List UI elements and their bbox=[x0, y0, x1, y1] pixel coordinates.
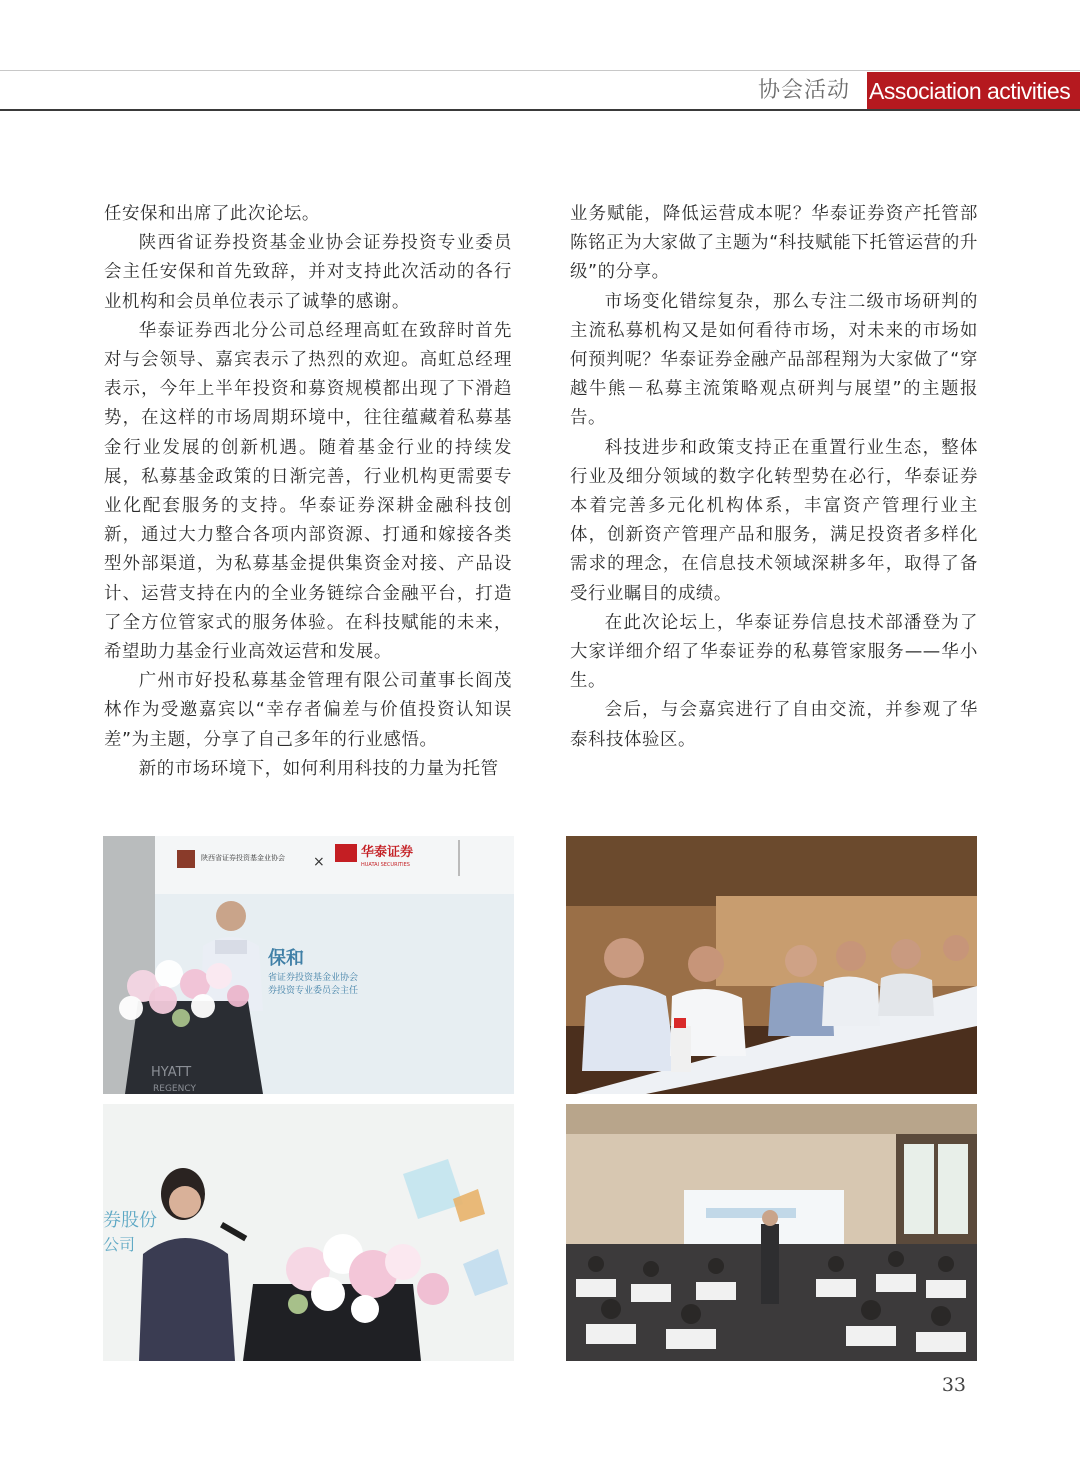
photo-speaker-man-illustration bbox=[103, 836, 514, 1094]
screen-line1-text: 券股份 bbox=[103, 1210, 157, 1231]
paragraph: 市场变化错综复杂，那么专注二级市场研判的主流私募机构又是如何看待市场，对未来的市场如何预判呢？华泰证券金融产品部程翔为大家做了“穿越牛熊－私募主流策略观点研判与展望”的主题报告。 bbox=[570, 291, 978, 429]
page-number: 33 bbox=[941, 1374, 966, 1396]
screen-line1-text: 省证券投资基金业协会 bbox=[268, 973, 359, 983]
paragraph: 任安保和出席了此次论坛。 bbox=[104, 204, 320, 224]
podium-text: HYATT bbox=[151, 1065, 192, 1080]
backdrop-org-text: 陕西省证券投资基金业协会 bbox=[201, 854, 285, 862]
article-column-left bbox=[104, 200, 512, 784]
podium-text-2: REGENCY bbox=[153, 1084, 196, 1094]
backdrop-x-text: × bbox=[313, 854, 325, 870]
paragraph: 华泰证券西北分公司总经理高虹在致辞时首先对与会领导、嘉宾表示了热烈的欢迎。高虹总经理表示，今年上半年投资和募资规模都出现了下滑趋势，在这样的市场周期环境中，往往蕴藏着私募基金行业发展的创新机遇。随着基金行业的持续发展，私募基金政策的日渐完善，行业机构更需要专业化配套服务的支持。华泰证券深耕金融科技创新，通过大力整合各项内部资源、打通和嫁接各类型外部渠道，为私募基金提供集资金对接、产品设计、运营支持在内的全业务链综合金融平台，打造了全方位管家式的服务体验。在科技赋能的未来，希望助力基金行业高效运营和发展。 bbox=[104, 320, 512, 663]
paragraph: 在此次论坛上，华泰证券信息技术部潘登为了大家详细介绍了华泰证券的私募管家服务——华小生。 bbox=[570, 612, 978, 692]
backdrop-brand-text: 华泰证券 bbox=[361, 845, 414, 860]
header-rule bbox=[0, 109, 1080, 111]
photo-speaker-man bbox=[103, 836, 514, 1094]
screen-line2-text: 券投资专业委员会主任 bbox=[268, 986, 359, 996]
paragraph: 会后，与会嘉宾进行了自由交流，并参观了华泰科技体验区。 bbox=[570, 700, 978, 750]
paragraph: 新的市场环境下，如何利用科技的力量为托管 bbox=[138, 758, 499, 779]
section-title-en: Association activities bbox=[867, 72, 1080, 110]
header-top-rule bbox=[0, 70, 1080, 71]
article-column-right bbox=[570, 200, 978, 755]
photo-audience-front-row bbox=[566, 836, 977, 1094]
screen-line2-text: 公司 bbox=[103, 1235, 136, 1254]
photo-audience-front-row-illustration bbox=[566, 836, 977, 1094]
paragraph: 陕西省证券投资基金业协会证券投资专业委员会主任安保和首先致辞，并对支持此次活动的各行业机构和会员单位表示了诚挚的感谢。 bbox=[104, 233, 512, 312]
screen-name-text: 保和 bbox=[268, 948, 304, 969]
paragraph: 科技进步和政策支持正在重置行业生态，整体行业及细分领域的数字化转型势在必行，华泰证券本着完善多元化机构体系，丰富资产管理行业主体，创新资产管理产品和服务，满足投资者多样化需求的理念，在信息技术领域深耕多年，取得了备受行业瞩目的成绩。 bbox=[570, 437, 978, 604]
backdrop-brand-en-text: HUATAI SECURITIES bbox=[361, 862, 410, 868]
paragraph: 广州市好投私募基金管理有限公司董事长阎茂林作为受邀嘉宾以“幸存者偏差与价值投资认知误差”为主题，分享了自己多年的行业感悟。 bbox=[104, 671, 512, 750]
photo-speaker-woman bbox=[103, 1104, 514, 1361]
photo-conference-room bbox=[566, 1104, 977, 1361]
section-title-cn: 协会活动 bbox=[757, 78, 850, 103]
photo-speaker-woman-illustration bbox=[103, 1104, 514, 1361]
paragraph: 业务赋能，降低运营成本呢？华泰证券资产托管部陈铭正为大家做了主题为“科技赋能下托管运营的升级”的分享。 bbox=[570, 204, 978, 283]
photo-conference-room-illustration bbox=[566, 1104, 977, 1361]
